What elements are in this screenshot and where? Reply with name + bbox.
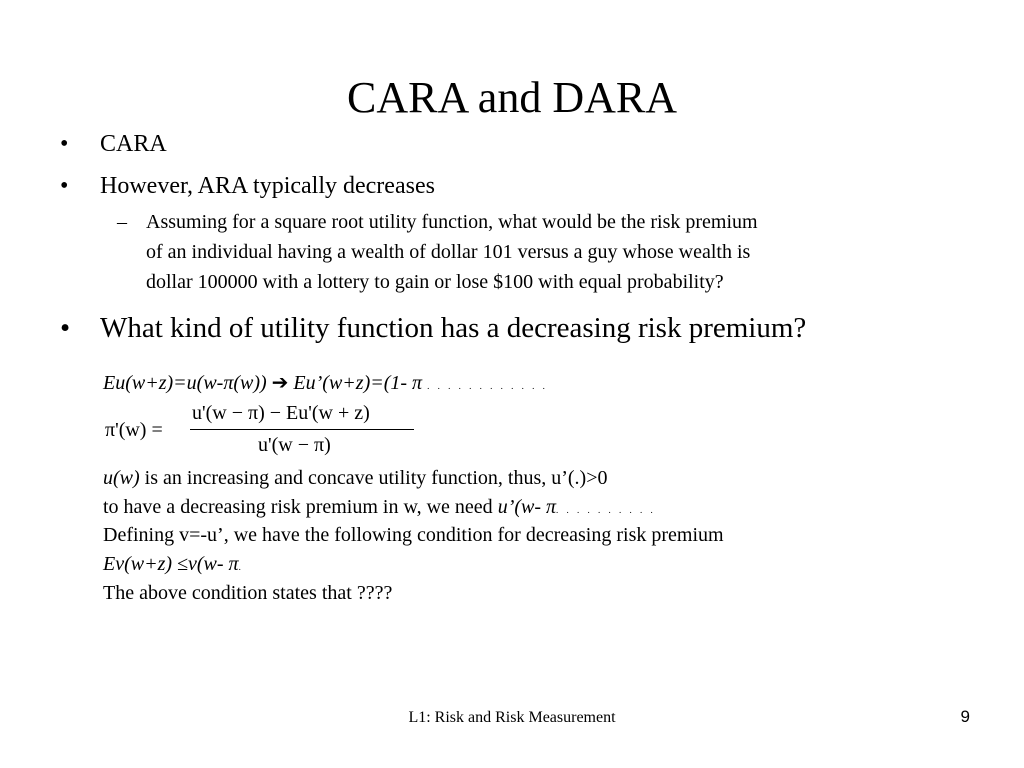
sub-bullet-line-3: dollar 100000 with a lottery to gain or lose $100 with equal probability? [146, 271, 724, 293]
bullet-decreasing-premium: What kind of utility function has a decreasing risk premium? [100, 312, 807, 344]
bullet-marker: • [60, 173, 69, 199]
sub-bullet-line-2: of an individual having a wealth of dollar 101 versus a guy whose wealth is [146, 241, 751, 263]
body-line-4-trailing-mark: . [238, 562, 244, 572]
derivative-denominator: u'(w − π) [258, 434, 331, 456]
implies-arrow-icon: ➔ [271, 372, 289, 394]
body-line-2-trailing-marks: . . . . . . . . . . [556, 505, 656, 515]
body-line-2-text: to have a decreasing risk premium in w, we need [103, 496, 498, 518]
body-line-4 [103, 552, 244, 579]
body-line-2 [103, 495, 656, 522]
fraction-bar [190, 429, 414, 430]
sub-bullet-marker: – [117, 211, 127, 233]
bullet-cara: CARA [100, 131, 167, 157]
slide-footer: L1: Risk and Risk Measurement [408, 709, 616, 726]
bullet-marker: • [60, 312, 71, 344]
derivative-lhs: π'(w) = [105, 419, 163, 441]
body-line-5: The above condition states that ???? [103, 582, 393, 604]
sub-bullet-line-1: Assuming for a square root utility function, what would be the risk premium [146, 211, 758, 233]
equation-line-1 [103, 371, 548, 398]
body-line-1-text: is an increasing and concave utility function, thus, u’(.)>0 [139, 467, 608, 489]
derivative-numerator: u'(w − π) − Eu'(w + z) [192, 402, 370, 424]
page-number: 9 [960, 707, 970, 726]
body-line-3: Defining v=-u’, we have the following condition for decreasing risk premium [103, 524, 724, 546]
bullet-ara-decreases: However, ARA typically decreases [100, 173, 435, 199]
equation-1-right: Eu’(w+z)=(1- π [293, 372, 423, 394]
equation-1-trailing-marks: . . . . . . . . . . . . [427, 381, 548, 391]
utility-symbol: u(w) [103, 467, 140, 489]
equation-1-left: Eu(w+z)=u(w-π(w)) [103, 372, 267, 394]
body-line-2-expression: u’(w- π [497, 496, 557, 518]
body-line-1 [103, 466, 608, 490]
bullet-marker: • [60, 131, 69, 157]
condition-expression: Ev(w+z) ≤v(w- π [103, 553, 239, 575]
slide-title: CARA and DARA [346, 73, 678, 122]
